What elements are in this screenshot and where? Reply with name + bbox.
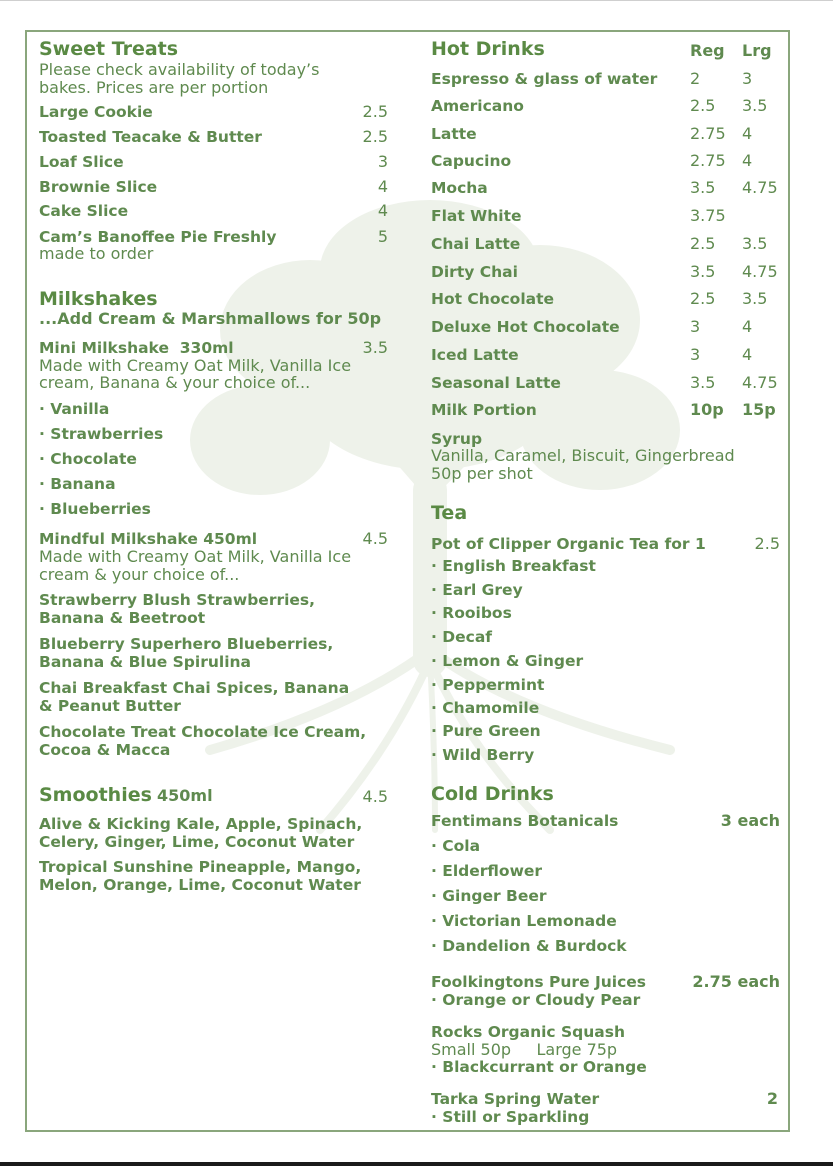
fentimans-price: 3 each — [720, 811, 780, 830]
price-reg: 3 — [690, 345, 701, 364]
price-lrg: 3.5 — [742, 96, 768, 115]
water-options: · Still or Sparkling — [431, 1108, 590, 1126]
mini-milkshake-name — [39, 339, 234, 357]
menu-item-price: 3 — [377, 152, 388, 171]
list-item: · Vanilla — [39, 400, 110, 418]
smoothies-price: 4.5 — [362, 787, 388, 806]
menu-item-name: Toasted Teacake & Butter — [39, 128, 262, 146]
list-item: · Wild Berry — [431, 746, 535, 764]
list-item: · Ginger Beer — [431, 887, 547, 905]
water-name: Tarka Spring Water — [431, 1090, 600, 1108]
smoothie-line1: Alive & Kicking Kale, Apple, Spinach, — [39, 815, 363, 833]
squash-sizes: Small 50p Large 75p — [431, 1040, 618, 1059]
menu-item-name: Milk Portion — [431, 401, 537, 419]
mindful-option-line2: Cocoa & Macca — [39, 741, 171, 759]
mindful-milkshake-desc1: Made with Creamy Oat Milk, Vanilla Ice — [39, 547, 352, 566]
price-lrg: 4 — [742, 124, 753, 143]
mindful-option-line2: Banana & Beetroot — [39, 609, 206, 627]
menu-item-name: Large Cookie — [39, 103, 153, 121]
price-lrg: 4 — [742, 345, 753, 364]
list-item: · Strawberries — [39, 425, 164, 443]
water-price: 2 — [766, 1089, 778, 1108]
menu-item-name: Cam’s Banoffee Pie Freshly — [39, 228, 277, 246]
menu-item-name: Brownie Slice — [39, 178, 158, 196]
juices-price: 2.75 each — [692, 972, 780, 991]
mindful-milkshake-desc2: cream & your choice of... — [39, 565, 240, 584]
mindful-milkshake-price: 4.5 — [362, 529, 388, 548]
syrup-flavours: Vanilla, Caramel, Biscuit, Gingerbread — [431, 446, 735, 465]
smoothies-size: 450ml — [157, 786, 213, 805]
column-header-lrg: Lrg — [742, 41, 772, 60]
list-item: · Chocolate — [39, 450, 137, 468]
tree-watermark-icon — [150, 190, 710, 840]
price-reg: 2 — [690, 69, 701, 88]
menu-item-name: Iced Latte — [431, 346, 519, 364]
menu-item-price: 2.5 — [362, 127, 388, 146]
list-item: · English Breakfast — [431, 557, 596, 575]
tea-title: Tea — [431, 502, 468, 524]
price-reg: 10p — [690, 400, 724, 419]
price-reg: 3.5 — [690, 262, 716, 281]
mindful-option-line1: Blueberry Superhero Blueberries, — [39, 635, 334, 653]
mindful-option-line2: & Peanut Butter — [39, 697, 181, 715]
menu-item-name: Mocha — [431, 179, 488, 197]
menu-item-price: 5 — [377, 227, 388, 246]
menu-item-name: Cake Slice — [39, 202, 129, 220]
price-lrg: 4.75 — [742, 373, 778, 392]
menu-item-price: 2.5 — [362, 102, 388, 121]
juices-options: · Orange or Cloudy Pear — [431, 991, 641, 1009]
milkshakes-subtitle: ...Add Cream & Marshmallows for 50p — [39, 309, 382, 328]
menu-item-price: 4 — [377, 177, 388, 196]
mindful-option-line1: Chocolate Treat Chocolate Ice Cream, — [39, 723, 367, 741]
menu-item-name: Espresso & glass of water — [431, 70, 658, 88]
squash-options: · Blackcurrant or Orange — [431, 1058, 647, 1076]
syrup-price: 50p per shot — [431, 464, 533, 483]
list-item: · Decaf — [431, 628, 493, 646]
menu-item-price: 4 — [377, 201, 388, 220]
mini-milkshake-desc1: Made with Creamy Oat Milk, Vanilla Ice — [39, 356, 352, 375]
mini-milkshake-label: Mini Milkshake — [39, 339, 169, 357]
price-reg: 2.5 — [690, 234, 716, 253]
list-item: · Banana — [39, 475, 116, 493]
tea-pot-price: 2.5 — [754, 534, 780, 553]
smoothie-line2: Melon, Orange, Lime, Coconut Water — [39, 876, 361, 894]
milkshakes-title: Milkshakes — [39, 288, 158, 310]
list-item: · Elderflower — [431, 862, 543, 880]
price-reg: 3.75 — [690, 206, 726, 225]
menu-item-name: Seasonal Latte — [431, 374, 561, 392]
sweet-treats-title: Sweet Treats — [39, 38, 179, 60]
list-item: · Earl Grey — [431, 581, 523, 599]
price-reg: 2.75 — [690, 124, 726, 143]
menu-item-name: Deluxe Hot Chocolate — [431, 318, 620, 336]
mindful-option-line1: Strawberry Blush Strawberries, — [39, 591, 316, 609]
smoothie-line1: Tropical Sunshine Pineapple, Mango, — [39, 858, 362, 876]
price-reg: 2.75 — [690, 151, 726, 170]
price-reg: 2.5 — [690, 289, 716, 308]
price-reg: 3.5 — [690, 373, 716, 392]
squash-name: Rocks Organic Squash — [431, 1023, 626, 1041]
tea-pot-name: Pot of Clipper Organic Tea for 1 — [431, 535, 706, 553]
menu-item-name-cont: made to order — [39, 244, 154, 263]
price-reg: 2.5 — [690, 96, 716, 115]
price-reg: 3 — [690, 317, 701, 336]
list-item: · Lemon & Ginger — [431, 652, 584, 670]
smoothies-title: Smoothies — [39, 784, 152, 806]
mini-milkshake-price: 3.5 — [362, 338, 388, 357]
price-lrg: 3.5 — [742, 289, 768, 308]
price-lrg: 15p — [742, 400, 776, 419]
price-lrg: 4 — [742, 317, 753, 336]
list-item: · Peppermint — [431, 676, 545, 694]
list-item: · Blueberries — [39, 500, 151, 518]
sweet-treats-note-line2: bakes. Prices are per portion — [39, 78, 269, 97]
fentimans-name: Fentimans Botanicals — [431, 812, 619, 830]
price-lrg: 3 — [742, 69, 753, 88]
mindful-option-line1: Chai Breakfast Chai Spices, Banana — [39, 679, 350, 697]
menu-item-name: Flat White — [431, 207, 522, 225]
list-item: · Cola — [431, 837, 481, 855]
mini-milkshake-size: 330ml — [179, 339, 234, 357]
juices-name: Foolkingtons Pure Juices — [431, 973, 647, 991]
list-item: · Victorian Lemonade — [431, 912, 617, 930]
mindful-option-line2: Banana & Blue Spirulina — [39, 653, 252, 671]
menu-item-name: Loaf Slice — [39, 153, 124, 171]
price-reg: 3.5 — [690, 178, 716, 197]
smoothie-line2: Celery, Ginger, Lime, Coconut Water — [39, 833, 355, 851]
top-edge-line — [0, 0, 833, 1]
column-header-reg: Reg — [690, 41, 725, 60]
price-lrg: 4 — [742, 151, 753, 170]
menu-item-name: Americano — [431, 97, 524, 115]
mindful-milkshake-name: Mindful Milkshake 450ml — [39, 530, 258, 548]
price-lrg: 3.5 — [742, 234, 768, 253]
list-item: · Chamomile — [431, 699, 540, 717]
sweet-treats-note-line1: Please check availability of today’s — [39, 60, 320, 79]
list-item: · Pure Green — [431, 722, 541, 740]
menu-item-name: Latte — [431, 125, 477, 143]
menu-item-name: Hot Chocolate — [431, 290, 555, 308]
menu-item-name: Capucino — [431, 152, 512, 170]
menu-item-name: Chai Latte — [431, 235, 521, 253]
hot-drinks-title: Hot Drinks — [431, 38, 545, 60]
price-lrg: 4.75 — [742, 178, 778, 197]
list-item: · Rooibos — [431, 604, 512, 622]
menu-item-name: Dirty Chai — [431, 263, 518, 281]
price-lrg: 4.75 — [742, 262, 778, 281]
syrup-title: Syrup — [431, 430, 483, 448]
smoothies-heading — [39, 786, 213, 805]
cold-drinks-title: Cold Drinks — [431, 783, 554, 805]
list-item: · Dandelion & Burdock — [431, 937, 627, 955]
mini-milkshake-desc2: cream, Banana & your choice of... — [39, 373, 311, 392]
bottom-edge-bar — [0, 1162, 833, 1166]
